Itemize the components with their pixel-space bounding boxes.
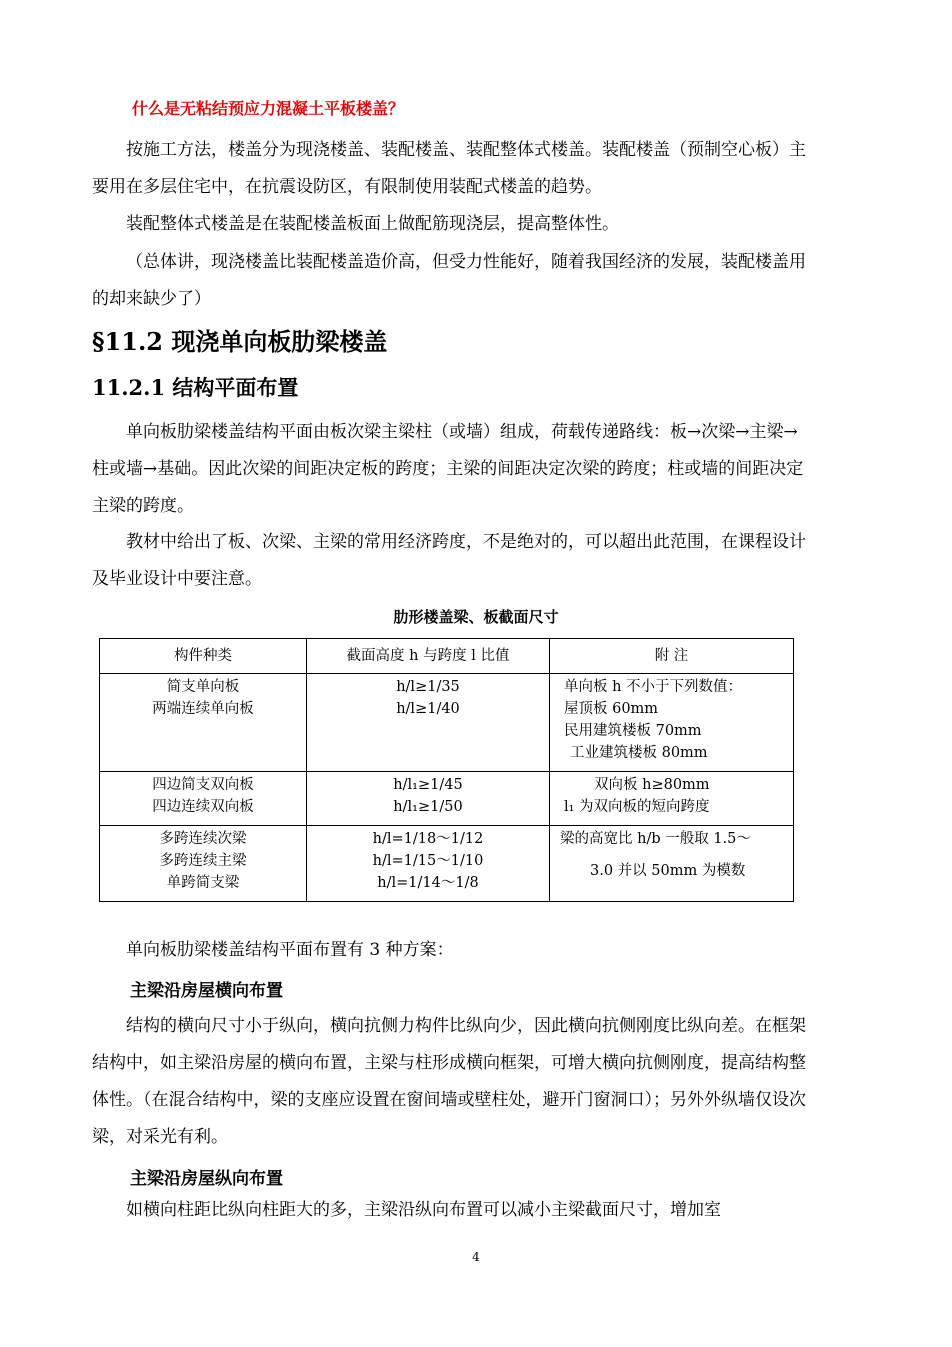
scheme-heading-longitudinal: 主梁沿房屋纵向布置: [130, 1169, 283, 1189]
note-text: 3.0 并以 50mm 为模数: [590, 863, 746, 879]
ratio-text: h/l≥1/40: [396, 701, 460, 717]
section-size-table: [99, 638, 794, 902]
cell-ratio: [307, 772, 550, 826]
member-type-text: 多跨连续主梁: [159, 853, 247, 869]
ratio-text: h/l₁≥1/50: [393, 799, 463, 815]
ratio-text: h/l=1/15～1/10: [372, 853, 484, 869]
table-row: [100, 674, 794, 772]
cell-ratio: [307, 674, 550, 772]
ratio-text: h/l₁≥1/45: [393, 777, 463, 793]
note-text: 工业建筑楼板 80mm: [570, 745, 708, 761]
cell-notes: [550, 772, 794, 826]
note-text: 屋顶板 60mm: [564, 701, 659, 717]
note-text: 单向板 h 不小于下列数值：: [564, 679, 743, 695]
member-type-text: 四边简支双向板: [152, 777, 254, 793]
header-ratio: 截面高度 h 与跨度 l 比值: [307, 639, 550, 674]
cell-member-type: [100, 674, 307, 772]
table-row: [100, 772, 794, 826]
cell-notes: [550, 674, 794, 772]
question-heading: 什么是无粘结预应力混凝土平板楼盖？: [132, 99, 405, 118]
table-caption: 肋形楼盖梁、板截面尺寸: [393, 608, 559, 626]
member-type-text: 四边连续双向板: [152, 799, 254, 815]
header-member-type: 构件种类: [100, 639, 307, 674]
ratio-text: h/l=1/18～1/12: [372, 831, 484, 847]
table-header-row: [100, 639, 794, 674]
cell-notes: [550, 826, 794, 902]
section-title: §11.2 现浇单向板肋梁楼盖: [92, 327, 388, 356]
note-text: l₁ 为双向板的短向跨度: [564, 799, 710, 815]
note-text: 梁的高宽比 h/b 一般取 1.5～: [560, 831, 751, 847]
note-text: 民用建筑楼板 70mm: [564, 723, 702, 739]
ratio-text: h/l≥1/35: [396, 679, 460, 695]
paragraph-load-path: 单向板肋梁楼盖结构平面由板次梁主梁柱（或墙）组成，荷载传递路线：板→次梁→主梁→柱或墙→基础。因此次梁的间距决定板的跨度；主梁的间距决定次梁的跨度；柱或墙的间距决定主梁的跨度。: [92, 422, 804, 516]
member-type-text: 简支单向板: [166, 679, 240, 695]
member-type-text: 单跨简支梁: [166, 875, 240, 891]
paragraph-construction-methods: 按施工方法，楼盖分为现浇楼盖、装配楼盖、装配整体式楼盖。装配楼盖（预制空心板）主要用在多层住宅中，在抗震设防区，有限制使用装配式楼盖的趋势。: [92, 140, 806, 197]
note-text: 双向板 h≥80mm: [594, 777, 710, 793]
ratio-text: h/l=1/14～1/8: [377, 875, 479, 891]
subsection-title: 11.2.1 结构平面布置: [92, 375, 299, 400]
paragraph-cost-note: （总体讲，现浇楼盖比装配楼盖造价高，但受力性能好，随着我国经济的发展，装配楼盖用的却来缺少了）: [92, 252, 806, 309]
header-notes: 附 注: [550, 639, 794, 674]
cell-member-type: [100, 772, 307, 826]
cell-ratio: [307, 826, 550, 902]
paragraph-assembled-integral: 装配整体式楼盖是在装配楼盖板面上做配筋现浇层，提高整体性。: [126, 214, 619, 234]
table-row: [100, 826, 794, 902]
page-number: 4: [472, 1250, 480, 1264]
paragraph-economic-span: 教材中给出了板、次梁、主梁的常用经济跨度，不是绝对的，可以超出此范围，在课程设计及毕业设计中要注意。: [92, 532, 806, 589]
scheme-heading-transverse: 主梁沿房屋横向布置: [130, 981, 283, 1001]
paragraph-longitudinal-layout: 如横向柱距比纵向柱距大的多，主梁沿纵向布置可以减小主梁截面尺寸，增加室: [126, 1200, 721, 1220]
member-type-text: 两端连续单向板: [152, 701, 254, 717]
cell-member-type: [100, 826, 307, 902]
paragraph-transverse-layout: 结构的横向尺寸小于纵向，横向抗侧力构件比纵向少，因此横向抗侧刚度比纵向差。在框架结构中，如主梁沿房屋的横向布置，主梁与柱形成横向框架，可增大横向抗侧刚度，提高结构整体性。（在混合结构中，梁的支座应设置在窗间墙或壁柱处，避开门窗洞口）；另外外纵墙仅设次梁，对采光有利。: [92, 1016, 806, 1147]
paragraph-three-schemes: 单向板肋梁楼盖结构平面布置有 3 种方案：: [126, 940, 454, 960]
member-type-text: 多跨连续次梁: [159, 831, 247, 847]
